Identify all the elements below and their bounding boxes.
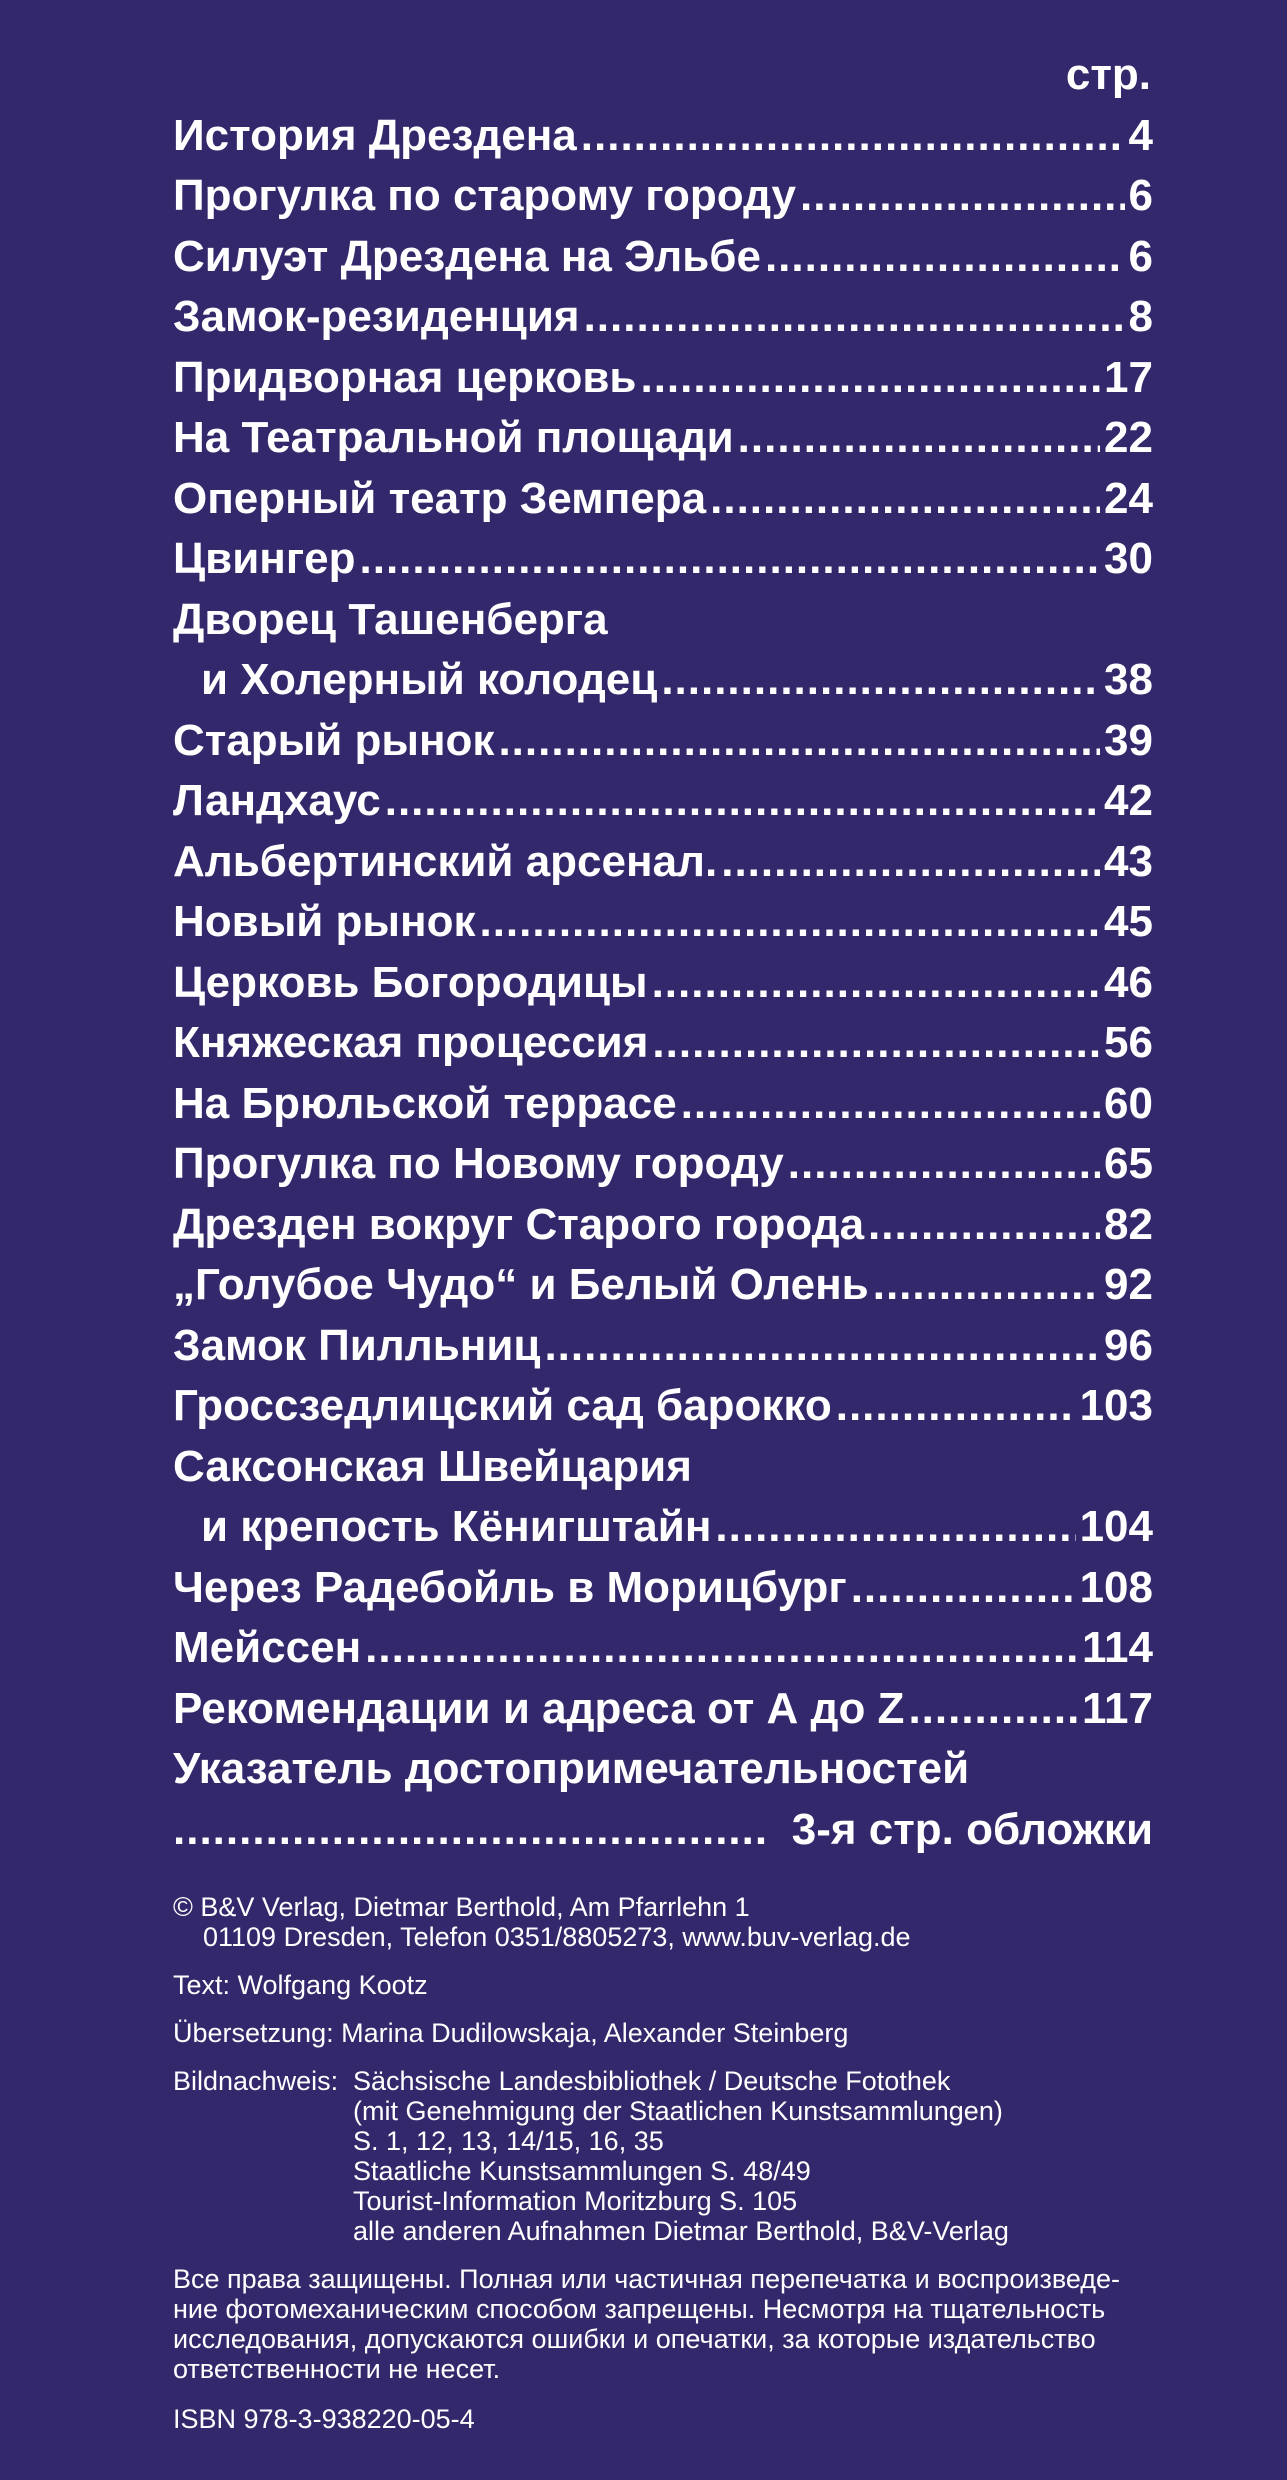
toc-entry-title: Саксонская Швейцария (173, 1441, 692, 1491)
picture-credit-line: S. 1, 12, 13, 14/15, 16, 35 (353, 2126, 664, 2156)
toc-entry-page: 108 (1079, 1562, 1153, 1612)
toc-entry-title: Цвингер (173, 534, 356, 583)
dot-leader (652, 1013, 1100, 1074)
publisher-line: © B&V Verlag, Dietmar Berthold, Am Pfarrlehn 1 (173, 1892, 750, 1922)
toc-entry-title: Через Радебойль в Морицбург (173, 1562, 847, 1612)
toc-entry-page: 3-я стр. обложки (791, 1804, 1153, 1854)
toc-entry-title: Силуэт Дрездена на Эльбе (173, 231, 761, 281)
toc-entry-title: Альбертинский арсенал. (173, 836, 718, 886)
picture-credits-lines (353, 2066, 1153, 2246)
dot-leader (868, 1195, 1100, 1256)
dot-leader (479, 892, 1100, 953)
picture-credit-line: (mit Genehmigung der Staatlichen Kunstsammlungen) (353, 2096, 1003, 2126)
dot-leader (173, 1800, 768, 1861)
toc-entry (173, 771, 1153, 832)
toc-entry-page: 92 (1104, 1260, 1153, 1309)
picture-credits-label: Bildnachweis: (173, 2066, 339, 2096)
toc-entry-title: Церковь Богородицы (173, 957, 648, 1007)
toc-entry-page: 39 (1104, 715, 1153, 765)
toc-entry (173, 106, 1153, 167)
toc-entry-title: Княжеская процессия (173, 1018, 649, 1067)
toc-entry (173, 227, 1153, 288)
dot-leader (584, 287, 1125, 348)
translation-credit: Übersetzung: Marina Dudilowskaja, Alexander Steinberg (173, 2018, 849, 2048)
dot-leader (710, 469, 1100, 530)
toc-entry-title: Придворная церковь (173, 352, 637, 402)
toc-list (173, 106, 1153, 1861)
toc-entry-title: На Брюльской террасе (173, 1078, 677, 1128)
toc-entry-page: 103 (1079, 1381, 1153, 1430)
dot-leader (873, 1255, 1100, 1316)
legal-notice-line: Все права защищены. Полная или частичная перепечатка и воспроизведе- (173, 2264, 1121, 2294)
toc-entry (173, 1134, 1153, 1195)
toc-entry-page: 43 (1104, 836, 1153, 886)
dot-leader (544, 1316, 1100, 1377)
toc-entry-title: Мейссен (173, 1623, 362, 1672)
toc-entry (173, 953, 1153, 1014)
toc-entry-page: 6 (1128, 231, 1153, 281)
dot-leader (498, 711, 1100, 772)
dot-leader (581, 106, 1125, 167)
toc-entry-title: Дворец Ташенберга (173, 594, 608, 644)
toc-entry-page: 117 (1082, 1683, 1153, 1733)
imprint (173, 1892, 1153, 2434)
dot-leader (738, 408, 1100, 469)
toc-entry-title: История Дрездена (173, 110, 577, 160)
toc-entry-title: и крепость Кёнигштайн (201, 1502, 712, 1551)
picture-credit-line: alle anderen Aufnahmen Dietmar Berthold, B&V-Verlag (353, 2216, 1009, 2246)
toc-entry (173, 1800, 1153, 1861)
toc-entry-page: 104 (1079, 1502, 1153, 1551)
toc-entry (173, 711, 1153, 772)
toc-entry-title: Замок Пилльниц (173, 1320, 541, 1370)
toc-entry (173, 1255, 1153, 1316)
dot-leader (800, 166, 1125, 227)
toc-entry (173, 1558, 1153, 1619)
toc-entry-title: Замок-резиденция (173, 292, 580, 341)
toc-entry-page: 82 (1104, 1199, 1153, 1249)
toc-entry-page: 6 (1128, 171, 1153, 220)
dot-leader (360, 529, 1101, 590)
toc-entry (173, 832, 1153, 893)
isbn: ISBN 978-3-938220-05-4 (173, 2404, 475, 2434)
toc-entry (173, 348, 1153, 409)
toc-entry-title: Дрезден вокруг Старого города (173, 1199, 865, 1249)
legal-notice-line: исследования, допускаются ошибки и опечатки, за которые издательство (173, 2324, 1096, 2354)
toc-entry (173, 1195, 1153, 1256)
dot-leader (640, 348, 1100, 409)
toc-entry-page: 38 (1104, 655, 1153, 704)
toc-entry (173, 1316, 1153, 1377)
toc-entry-title: Рекомендации и адреса от А до Z (173, 1683, 905, 1733)
toc-entry-title: Гроссзедлицский сад барокко (173, 1381, 832, 1430)
toc-entry (173, 469, 1153, 530)
toc-entry-title: Прогулка по старому городу (173, 171, 797, 220)
toc-entry-page: 114 (1082, 1623, 1153, 1672)
legal-notice (173, 2264, 1153, 2384)
toc-entry-title: Ландхаус (173, 776, 381, 825)
toc-entry-title: Оперный театр Земпера (173, 473, 707, 523)
toc-entry-page: 46 (1104, 957, 1153, 1007)
toc-entry-page: 42 (1104, 776, 1153, 825)
dot-leader (715, 1497, 1075, 1558)
toc-entry (173, 287, 1153, 348)
toc-entry-title: и Холерный колодец (201, 655, 658, 704)
picture-credit-line: Tourist-Information Moritzburg S. 105 (353, 2186, 798, 2216)
toc-entry (173, 892, 1153, 953)
toc-entry-page: 17 (1104, 352, 1153, 402)
dot-leader (661, 650, 1100, 711)
table-of-contents (173, 45, 1153, 1860)
dot-leader (788, 1134, 1100, 1195)
toc-entry-page: 8 (1128, 292, 1153, 341)
dot-leader (681, 1074, 1100, 1135)
legal-notice-line: ответственности не несет. (173, 2354, 501, 2384)
page-column-header: стр. (1065, 50, 1151, 99)
toc-entry (173, 1679, 1153, 1740)
toc-entry (173, 529, 1153, 590)
toc-entry (173, 1497, 1153, 1558)
legal-notice-line: ние фотомеханическим способом запрещены. Несмотря на тщательность (173, 2294, 1106, 2324)
toc-entry-title: Новый рынок (173, 897, 476, 946)
dot-leader (385, 771, 1100, 832)
dot-leader (721, 832, 1100, 893)
dot-leader (652, 953, 1100, 1014)
publisher-info (173, 1892, 1153, 1952)
toc-entry (173, 166, 1153, 227)
toc-entry-page: 30 (1104, 534, 1153, 583)
toc-entry (173, 408, 1153, 469)
toc-entry (173, 1376, 1153, 1437)
toc-entry (173, 1074, 1153, 1135)
text-credit: Text: Wolfgang Kootz (173, 1970, 428, 2000)
dot-leader (908, 1679, 1078, 1740)
toc-entry-page: 24 (1104, 473, 1153, 523)
publisher-address-line: 01109 Dresden, Telefon 0351/8805273, www.buv-verlag.de (203, 1922, 911, 1952)
picture-credits (173, 2066, 1153, 2246)
toc-entry-title: На Театральной площади (173, 413, 734, 462)
dot-leader (765, 227, 1125, 288)
toc-entry-page: 45 (1104, 897, 1153, 946)
toc-entry (173, 1013, 1153, 1074)
toc-entry (173, 1618, 1153, 1679)
toc-entry-page: 60 (1104, 1078, 1153, 1128)
toc-entry-page: 22 (1104, 413, 1153, 462)
dot-leader (365, 1618, 1078, 1679)
toc-entry-page: 56 (1104, 1018, 1153, 1067)
toc-entry-title: Старый рынок (173, 715, 495, 765)
toc-entry-page: 65 (1104, 1139, 1153, 1188)
toc-entry-title: Прогулка по Новому городу (173, 1139, 784, 1188)
toc-entry-page: 4 (1128, 110, 1153, 160)
toc-entry-page: 96 (1104, 1320, 1153, 1370)
toc-entry-title: „Голубое Чудо“ и Белый Олень (173, 1260, 869, 1309)
picture-credit-line: Staatliche Kunstsammlungen S. 48/49 (353, 2156, 811, 2186)
picture-credit-line: Sächsische Landesbibliothek / Deutsche Fotothek (353, 2066, 951, 2096)
toc-entry-title: Указатель достопримечательностей (173, 1744, 970, 1793)
toc-entry (173, 650, 1153, 711)
dot-leader (836, 1376, 1076, 1437)
dot-leader (851, 1558, 1076, 1619)
